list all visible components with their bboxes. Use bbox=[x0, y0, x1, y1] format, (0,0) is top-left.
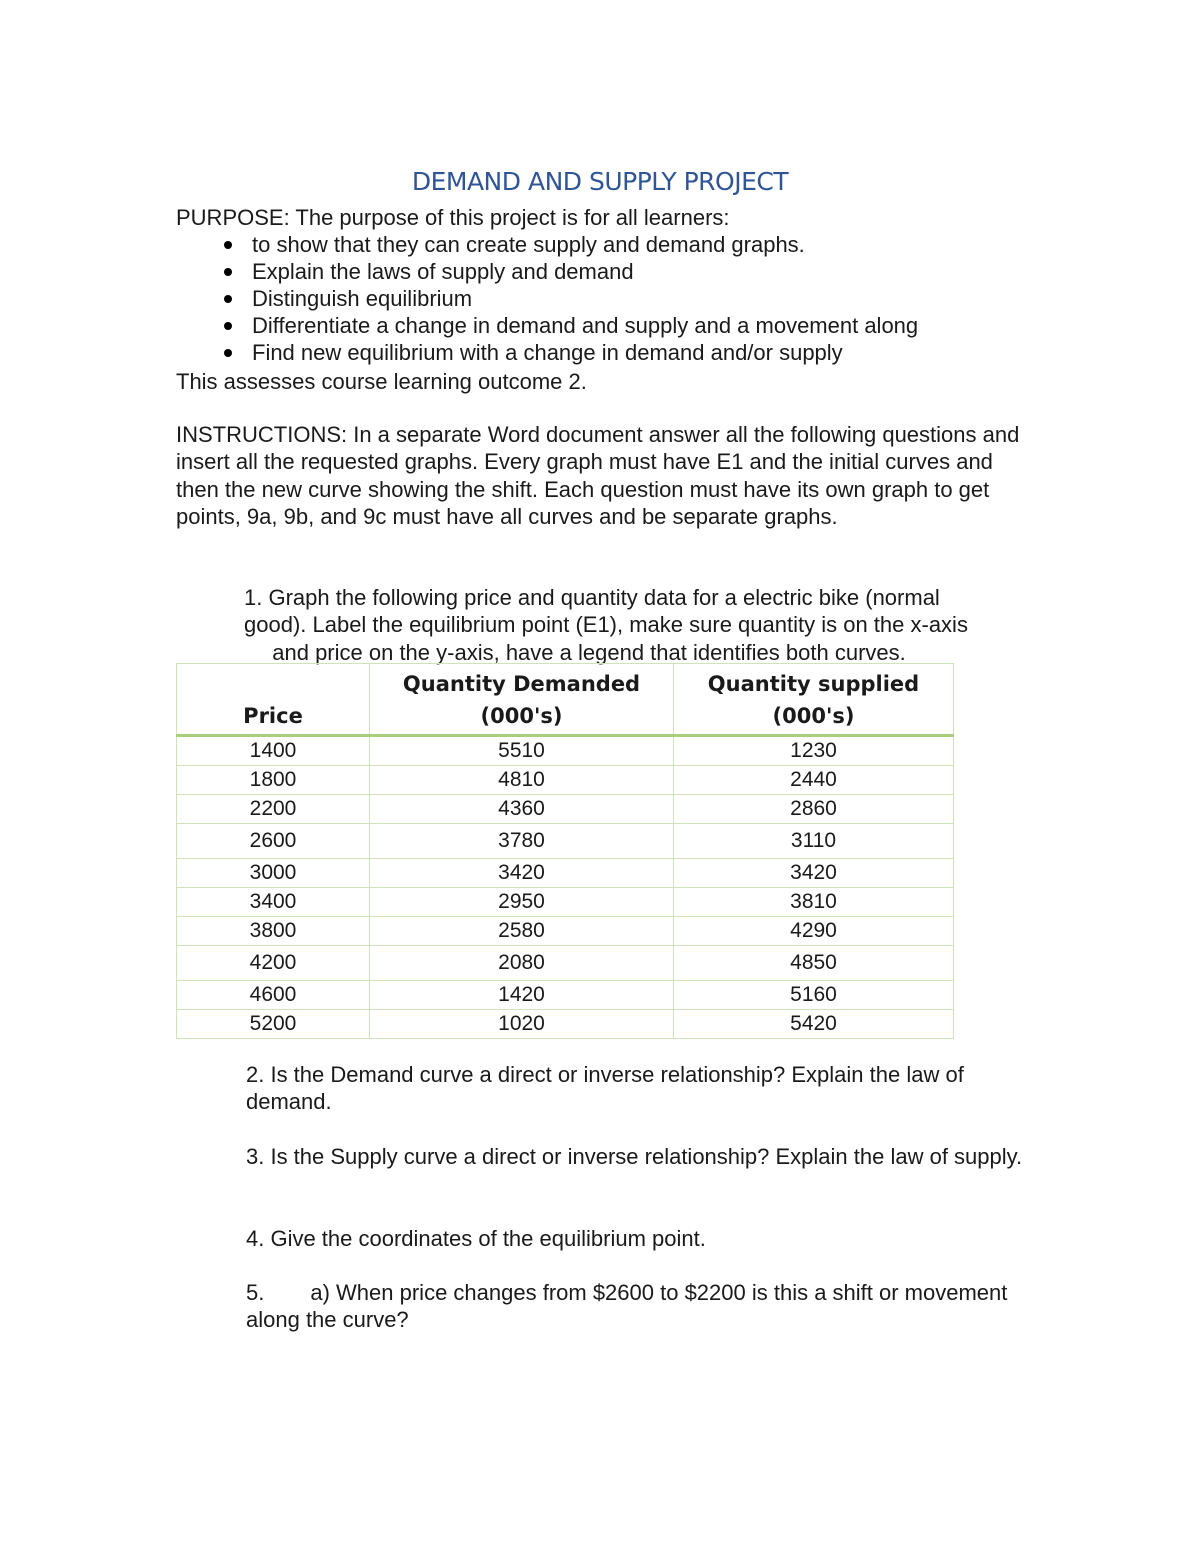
quantity-demanded-cell: 4360 bbox=[370, 795, 674, 824]
instructions-paragraph: INSTRUCTIONS: In a separate Word document answer all the following questions and insert all the requested graphs. Every graph must have E1 and the initial curves and then the new curve showing the shift. Each question must have its own graph to get points, 9a, 9b, and 9c must have all curves and be separate graphs. bbox=[176, 422, 1020, 530]
list-item: Find new equilibrium with a change in demand and/or supply bbox=[176, 339, 918, 366]
table-header-row bbox=[177, 664, 954, 736]
bullet-icon bbox=[224, 295, 232, 303]
price-cell: 4600 bbox=[177, 981, 370, 1010]
bullet-icon bbox=[224, 322, 232, 330]
quantity-demanded-cell: 3780 bbox=[370, 824, 674, 859]
quantity-supplied-cell: 4850 bbox=[674, 946, 954, 981]
quantity-demanded-cell: 3420 bbox=[370, 859, 674, 888]
assessment-note: This assesses course learning outcome 2. bbox=[176, 369, 587, 394]
question-5-number: 5. bbox=[246, 1280, 265, 1305]
question-4: 4. Give the coordinates of the equilibrium point. bbox=[246, 1226, 706, 1251]
header-quantity-demanded: Quantity Demanded (000's) bbox=[370, 664, 674, 736]
question-5-text: a) When price changes from $2600 to $2200 is this a shift or movement along the curve? bbox=[246, 1280, 1008, 1333]
header-price: Price bbox=[177, 664, 370, 736]
price-cell: 2600 bbox=[177, 824, 370, 859]
quantity-supplied-cell: 3810 bbox=[674, 888, 954, 917]
bullet-icon bbox=[224, 268, 232, 276]
table-row bbox=[177, 981, 954, 1010]
price-cell: 3800 bbox=[177, 917, 370, 946]
table-row bbox=[177, 736, 954, 766]
question-1-line-2: good). Label the equilibrium point (E1), make sure quantity is on the x-axis bbox=[244, 612, 968, 638]
purpose-statement: PURPOSE: The purpose of this project is for all learners: bbox=[176, 205, 730, 230]
table-row bbox=[177, 859, 954, 888]
question-5 bbox=[246, 1279, 1026, 1334]
quantity-demanded-cell: 2950 bbox=[370, 888, 674, 917]
quantity-supplied-cell: 2440 bbox=[674, 766, 954, 795]
bullet-icon bbox=[224, 349, 232, 357]
quantity-demanded-cell: 1420 bbox=[370, 981, 674, 1010]
quantity-demanded-cell: 2080 bbox=[370, 946, 674, 981]
list-item: to show that they can create supply and demand graphs. bbox=[176, 231, 918, 258]
list-item: Explain the laws of supply and demand bbox=[176, 258, 918, 285]
bullet-icon bbox=[224, 241, 232, 249]
price-cell: 5200 bbox=[177, 1010, 370, 1039]
question-2: 2. Is the Demand curve a direct or inverse relationship? Explain the law of demand. bbox=[246, 1062, 964, 1115]
document-title: DEMAND AND SUPPLY PROJECT bbox=[411, 167, 789, 196]
question-1 bbox=[244, 584, 1034, 666]
quantity-demanded-cell: 4810 bbox=[370, 766, 674, 795]
quantity-demanded-cell: 2580 bbox=[370, 917, 674, 946]
quantity-supplied-cell: 5160 bbox=[674, 981, 954, 1010]
header-quantity-supplied: Quantity supplied (000's) bbox=[674, 664, 954, 736]
purpose-list bbox=[176, 231, 918, 366]
table-row bbox=[177, 888, 954, 917]
quantity-supplied-cell: 2860 bbox=[674, 795, 954, 824]
question-3: 3. Is the Supply curve a direct or inverse relationship? Explain the law of supply. bbox=[246, 1144, 1023, 1169]
quantity-demanded-cell: 5510 bbox=[370, 736, 674, 766]
price-quantity-table bbox=[176, 663, 954, 1039]
price-cell: 1400 bbox=[177, 736, 370, 766]
table-row bbox=[177, 766, 954, 795]
price-cell: 4200 bbox=[177, 946, 370, 981]
table-row bbox=[177, 795, 954, 824]
table-row bbox=[177, 1010, 954, 1039]
quantity-supplied-cell: 3110 bbox=[674, 824, 954, 859]
quantity-supplied-cell: 3420 bbox=[674, 859, 954, 888]
price-cell: 3000 bbox=[177, 859, 370, 888]
question-1-line-3: and price on the y-axis, have a legend that identifies both curves. bbox=[272, 639, 906, 665]
price-cell: 2200 bbox=[177, 795, 370, 824]
list-item: Differentiate a change in demand and supply and a movement along bbox=[176, 312, 918, 339]
quantity-supplied-cell: 1230 bbox=[674, 736, 954, 766]
question-1-line-1: 1. Graph the following price and quantity data for a electric bike (normal bbox=[244, 585, 940, 610]
price-cell: 3400 bbox=[177, 888, 370, 917]
price-cell: 1800 bbox=[177, 766, 370, 795]
list-item: Distinguish equilibrium bbox=[176, 285, 918, 312]
quantity-supplied-cell: 4290 bbox=[674, 917, 954, 946]
quantity-demanded-cell: 1020 bbox=[370, 1010, 674, 1039]
table-row bbox=[177, 824, 954, 859]
table-row bbox=[177, 946, 954, 981]
quantity-supplied-cell: 5420 bbox=[674, 1010, 954, 1039]
table-row bbox=[177, 917, 954, 946]
